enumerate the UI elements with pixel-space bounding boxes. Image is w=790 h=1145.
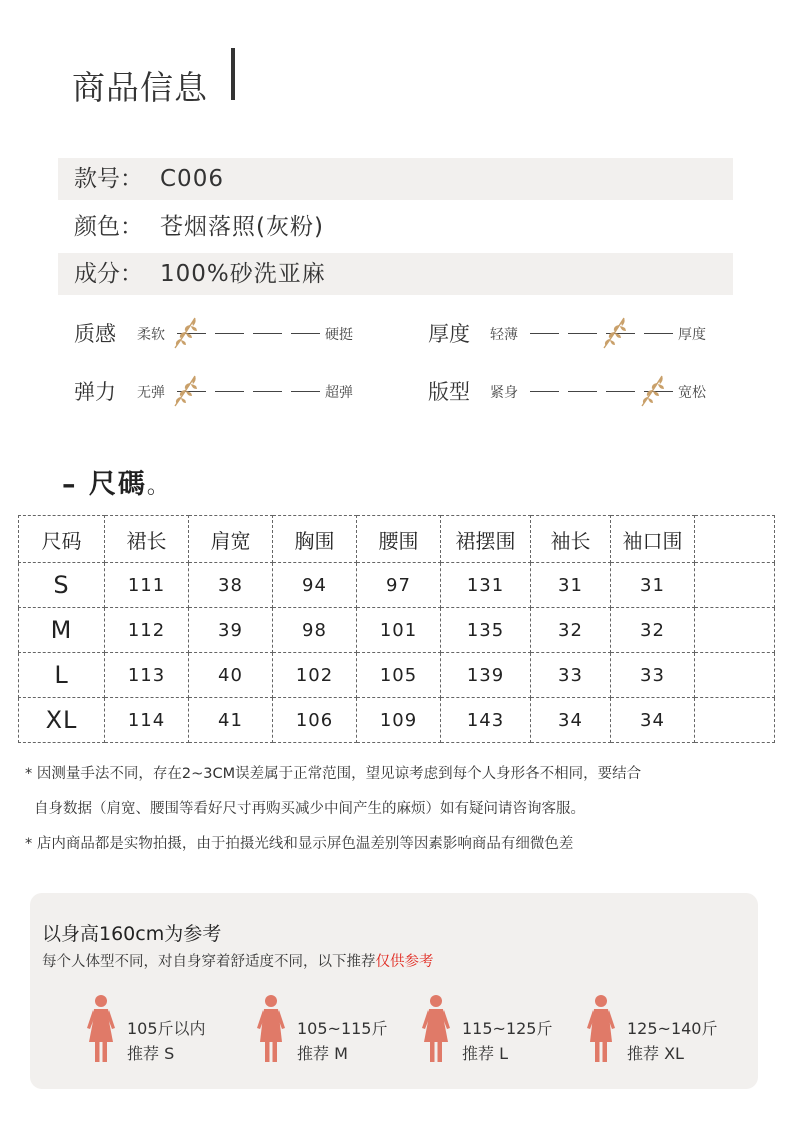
- header-cell: [695, 516, 775, 563]
- scale-max-label: 超弹: [325, 385, 353, 401]
- weight-recommendation: [127, 1016, 206, 1066]
- table-cell: 135: [441, 608, 531, 653]
- scale-segment: [291, 333, 320, 334]
- table-cell: 34: [611, 698, 695, 743]
- header-cell: 腰围: [357, 516, 441, 563]
- scale-max-label: 硬挺: [325, 327, 353, 343]
- table-row: [19, 563, 775, 608]
- page-title: 商品信息: [72, 68, 208, 107]
- table-cell: [695, 653, 775, 698]
- header-cell: 胸围: [273, 516, 357, 563]
- size-cell: L: [19, 653, 105, 698]
- table-row: [19, 698, 775, 743]
- wheat-leaf-icon: [171, 314, 201, 350]
- info-row-style: [58, 158, 733, 200]
- size-title-dash: –: [62, 469, 78, 500]
- table-cell: 33: [531, 653, 611, 698]
- table-cell: 114: [105, 698, 189, 743]
- scale-segment: [215, 391, 244, 392]
- table-cell: 31: [611, 563, 695, 608]
- reference-subtitle-text: 每个人体型不同，对自身穿着舒适度不同，以下推荐: [42, 954, 376, 970]
- note-line: * 店内商品都是实物拍摄，由于拍摄光线和显示屏色温差别等因素影响商品有细微色差: [25, 836, 574, 852]
- person-figure-icon: [585, 994, 617, 1064]
- table-cell: 111: [105, 563, 189, 608]
- table-cell: 112: [105, 608, 189, 653]
- note-line: * 因测量手法不同，存在2~3CM误差属于正常范围，望见谅考虑到每个人身形各不相同，要结合: [25, 766, 642, 782]
- reference-subtitle: [42, 950, 434, 971]
- table-cell: [695, 698, 775, 743]
- size-title-text: 尺碼: [88, 469, 147, 500]
- size-cell: XL: [19, 698, 105, 743]
- table-cell: 41: [189, 698, 273, 743]
- recommended-size: 推荐 M: [297, 1044, 348, 1063]
- scale-segment: [215, 333, 244, 334]
- weight-range: 105斤以内: [127, 1019, 206, 1038]
- table-cell: 139: [441, 653, 531, 698]
- weight-range: 105~115斤: [297, 1019, 388, 1038]
- size-section-title: [62, 462, 171, 501]
- info-row-material: [58, 253, 733, 295]
- size-table: [18, 515, 775, 743]
- scale-min-label: 紧身: [490, 385, 518, 401]
- person-figure-icon: [85, 994, 117, 1064]
- info-label: 成分：: [74, 261, 143, 287]
- reference-highlight: 仅供参考: [375, 954, 434, 970]
- size-cell: M: [19, 608, 105, 653]
- scale-segment: [253, 333, 282, 334]
- table-cell: 33: [611, 653, 695, 698]
- note-line: 自身数据（肩宽、腰围等看好尺寸再购买减少中间产生的麻烦）如有疑问请咨询客服。: [34, 801, 585, 817]
- table-cell: 32: [611, 608, 695, 653]
- wheat-leaf-icon: [638, 372, 668, 408]
- recommended-size: 推荐 L: [462, 1044, 509, 1063]
- info-value: 100%砂洗亚麻: [160, 261, 326, 287]
- table-row: [19, 653, 775, 698]
- table-cell: 94: [273, 563, 357, 608]
- table-cell: 97: [357, 563, 441, 608]
- table-cell: 38: [189, 563, 273, 608]
- header-cell: 袖长: [531, 516, 611, 563]
- weight-range: 115~125斤: [462, 1019, 553, 1038]
- table-cell: 40: [189, 653, 273, 698]
- table-cell: 105: [357, 653, 441, 698]
- title-bar: [231, 48, 235, 100]
- header-cell: 肩宽: [189, 516, 273, 563]
- scale-min-label: 轻薄: [490, 327, 518, 343]
- info-value: 苍烟落照(灰粉): [160, 214, 324, 240]
- info-label: 款号：: [74, 166, 143, 192]
- table-cell: 101: [357, 608, 441, 653]
- table-cell: 109: [357, 698, 441, 743]
- table-cell: 34: [531, 698, 611, 743]
- info-value: C006: [160, 166, 224, 192]
- scale-min-label: 柔软: [137, 327, 165, 343]
- size-title-dot: 。: [146, 474, 171, 499]
- table-cell: 39: [189, 608, 273, 653]
- table-cell: 31: [531, 563, 611, 608]
- weight-recommendation: [297, 1016, 388, 1066]
- weight-range: 125~140斤: [627, 1019, 718, 1038]
- weight-recommendation: [627, 1016, 718, 1066]
- weight-recommendation: [462, 1016, 553, 1066]
- scale-segment: [291, 391, 320, 392]
- info-label: 颜色：: [74, 214, 143, 240]
- table-cell: 113: [105, 653, 189, 698]
- wheat-leaf-icon: [171, 372, 201, 408]
- table-cell: 32: [531, 608, 611, 653]
- table-row: [19, 608, 775, 653]
- scale-min-label: 无弹: [137, 385, 165, 401]
- scale-segment: [530, 391, 559, 392]
- table-header-row: [19, 516, 775, 563]
- scale-segment: [568, 391, 597, 392]
- table-cell: [695, 608, 775, 653]
- header-cell: 袖口围: [611, 516, 695, 563]
- attribute-label: 版型: [428, 380, 470, 404]
- scale-segment: [644, 333, 673, 334]
- recommended-size: 推荐 S: [127, 1044, 175, 1063]
- scale-max-label: 厚度: [678, 327, 706, 343]
- header-cell: 裙长: [105, 516, 189, 563]
- attribute-label: 质感: [74, 322, 116, 346]
- header-cell: 尺码: [19, 516, 105, 563]
- table-cell: 106: [273, 698, 357, 743]
- reference-title: 以身高160cm为参考: [42, 923, 222, 945]
- scale-max-label: 宽松: [678, 385, 706, 401]
- table-cell: [695, 563, 775, 608]
- wheat-leaf-icon: [600, 314, 630, 350]
- header-cell: 裙摆围: [441, 516, 531, 563]
- table-cell: 143: [441, 698, 531, 743]
- attribute-label: 弹力: [74, 380, 116, 404]
- person-figure-icon: [255, 994, 287, 1064]
- table-cell: 102: [273, 653, 357, 698]
- person-figure-icon: [420, 994, 452, 1064]
- recommended-size: 推荐 XL: [627, 1044, 684, 1063]
- size-cell: S: [19, 563, 105, 608]
- scale-segment: [530, 333, 559, 334]
- attribute-label: 厚度: [428, 322, 470, 346]
- table-cell: 98: [273, 608, 357, 653]
- scale-segment: [568, 333, 597, 334]
- table-cell: 131: [441, 563, 531, 608]
- scale-segment: [606, 391, 635, 392]
- scale-segment: [253, 391, 282, 392]
- info-row-color: [58, 206, 733, 248]
